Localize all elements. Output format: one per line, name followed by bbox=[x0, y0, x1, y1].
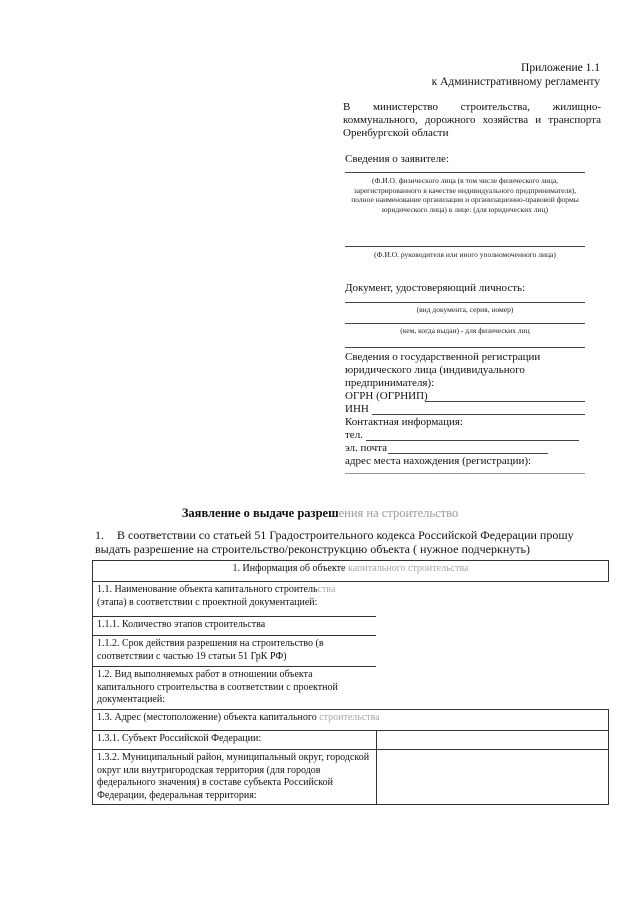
id-document-hint: (вид документа, серия, номер) bbox=[416, 305, 514, 314]
title-faded: ения на строительство bbox=[338, 506, 459, 520]
row-1-3-2-label: 1.3.2. Муниципальный район, муниципальный округ, городской округ или внутригородская территория (для городов федерального значения) в составе субъекта Российской Федерации, федеральная территория: bbox=[93, 750, 377, 805]
inn-field[interactable] bbox=[372, 414, 585, 415]
row-1-1-tail: (этапа) в соответствии с проектной документацией: bbox=[97, 596, 318, 608]
contact-label: Контактная информация: bbox=[345, 416, 463, 428]
id-document-line[interactable] bbox=[345, 302, 585, 303]
address-field[interactable] bbox=[345, 473, 585, 474]
section-1-3-faded: строительства bbox=[319, 712, 380, 723]
paragraph-number: 1. bbox=[95, 528, 104, 542]
row-1-1-2-label: 1.1.2. Срок действия разрешения на строительство (в соответствии с частью 19 статьи 51 ГрК РФ) bbox=[93, 636, 377, 667]
applicant-name-hint: (Ф.И.О. физического лица (в том числе физического лица, зарегистрированного в качестве индивидуального предпринимателя), полное наименование организации и организационно-правовой формы юридического лица) в лице: (для юридических лиц) bbox=[351, 176, 579, 214]
section-1-header bbox=[93, 561, 609, 582]
applicant-name-line[interactable] bbox=[345, 172, 585, 173]
id-document-heading: Документ, удостоверяющий личность: bbox=[345, 282, 526, 294]
title-main: Заявление о выдаче разреш bbox=[181, 506, 339, 520]
applicant-head-hint: (Ф.И.О. руководителя или иного уполномоченного лица) bbox=[374, 250, 556, 259]
row-1-2-label: 1.2. Вид выполняемых работ в отношении объекта капитального строительства в соответствии с проектной документацией: bbox=[93, 667, 377, 710]
email-label: эл. почта bbox=[345, 442, 387, 454]
table-row bbox=[93, 750, 609, 805]
email-field[interactable] bbox=[388, 453, 548, 454]
table-row bbox=[93, 710, 609, 731]
table-row bbox=[93, 667, 609, 710]
id-extra-line[interactable] bbox=[345, 347, 585, 348]
application-title bbox=[0, 506, 640, 521]
table-row bbox=[93, 617, 609, 636]
section-1-3-header bbox=[93, 710, 609, 731]
registration-heading: Сведения о государственной регистрации юридического лица (индивидуального предпринимателя): bbox=[345, 351, 541, 389]
section-1-faded: капитального строительства bbox=[345, 563, 469, 574]
appendix-number: Приложение 1.1 bbox=[521, 62, 600, 74]
row-1-1-label bbox=[93, 582, 377, 617]
inn-label: ИНН bbox=[345, 403, 369, 415]
phone-label: тел. bbox=[345, 429, 363, 441]
address-label: адрес места нахождения (регистрации): bbox=[345, 455, 532, 467]
paragraph-text: В соответствии со статьей 51 Градостроительного кодекса Российской Федерации прошу выдать разрешение на строительство/реконструкцию объекта ( нужное подчеркнуть) bbox=[95, 528, 574, 556]
row-1-1-2-value[interactable] bbox=[376, 636, 608, 667]
object-info-table bbox=[92, 560, 609, 805]
section-1-3-main: 1.3. Адрес (местоположение) объекта капитального bbox=[97, 712, 320, 723]
table-row bbox=[93, 731, 609, 750]
row-1-1-main: 1.1. Наименование объекта капитального строитель bbox=[97, 584, 318, 595]
row-1-3-1-value[interactable] bbox=[376, 731, 608, 750]
row-1-3-1-label: 1.3.1. Субъект Российской Федерации: bbox=[93, 731, 377, 750]
table-row bbox=[93, 561, 609, 582]
applicant-head-line[interactable] bbox=[345, 246, 585, 247]
row-1-3-2-value[interactable] bbox=[376, 750, 608, 805]
applicant-heading: Сведения о заявителе: bbox=[345, 153, 450, 165]
appendix-reference: к Административному регламенту bbox=[431, 76, 600, 88]
row-1-1-faded: ства bbox=[317, 584, 336, 595]
row-1-1-1-value[interactable] bbox=[376, 617, 608, 636]
ogrn-field[interactable] bbox=[425, 401, 585, 402]
row-1-1-1-label: 1.1.1. Количество этапов строительства bbox=[93, 617, 377, 636]
row-1-2-value[interactable] bbox=[376, 667, 608, 710]
request-paragraph bbox=[95, 528, 602, 556]
table-row bbox=[93, 636, 609, 667]
table-row bbox=[93, 582, 609, 617]
addressee: В министерство строительства, жилищно-коммунального, дорожного хозяйства и транспорта Оренбургской области bbox=[343, 101, 601, 139]
ogrn-label: ОГРН (ОГРНИП) bbox=[345, 390, 428, 402]
row-1-1-value[interactable] bbox=[376, 582, 608, 617]
id-issued-hint: (кем, когда выдан) - для физических лиц bbox=[400, 326, 530, 335]
phone-field[interactable] bbox=[366, 440, 579, 441]
id-issued-line[interactable] bbox=[345, 323, 585, 324]
section-1-main: 1. Информация об объекте bbox=[232, 563, 346, 574]
